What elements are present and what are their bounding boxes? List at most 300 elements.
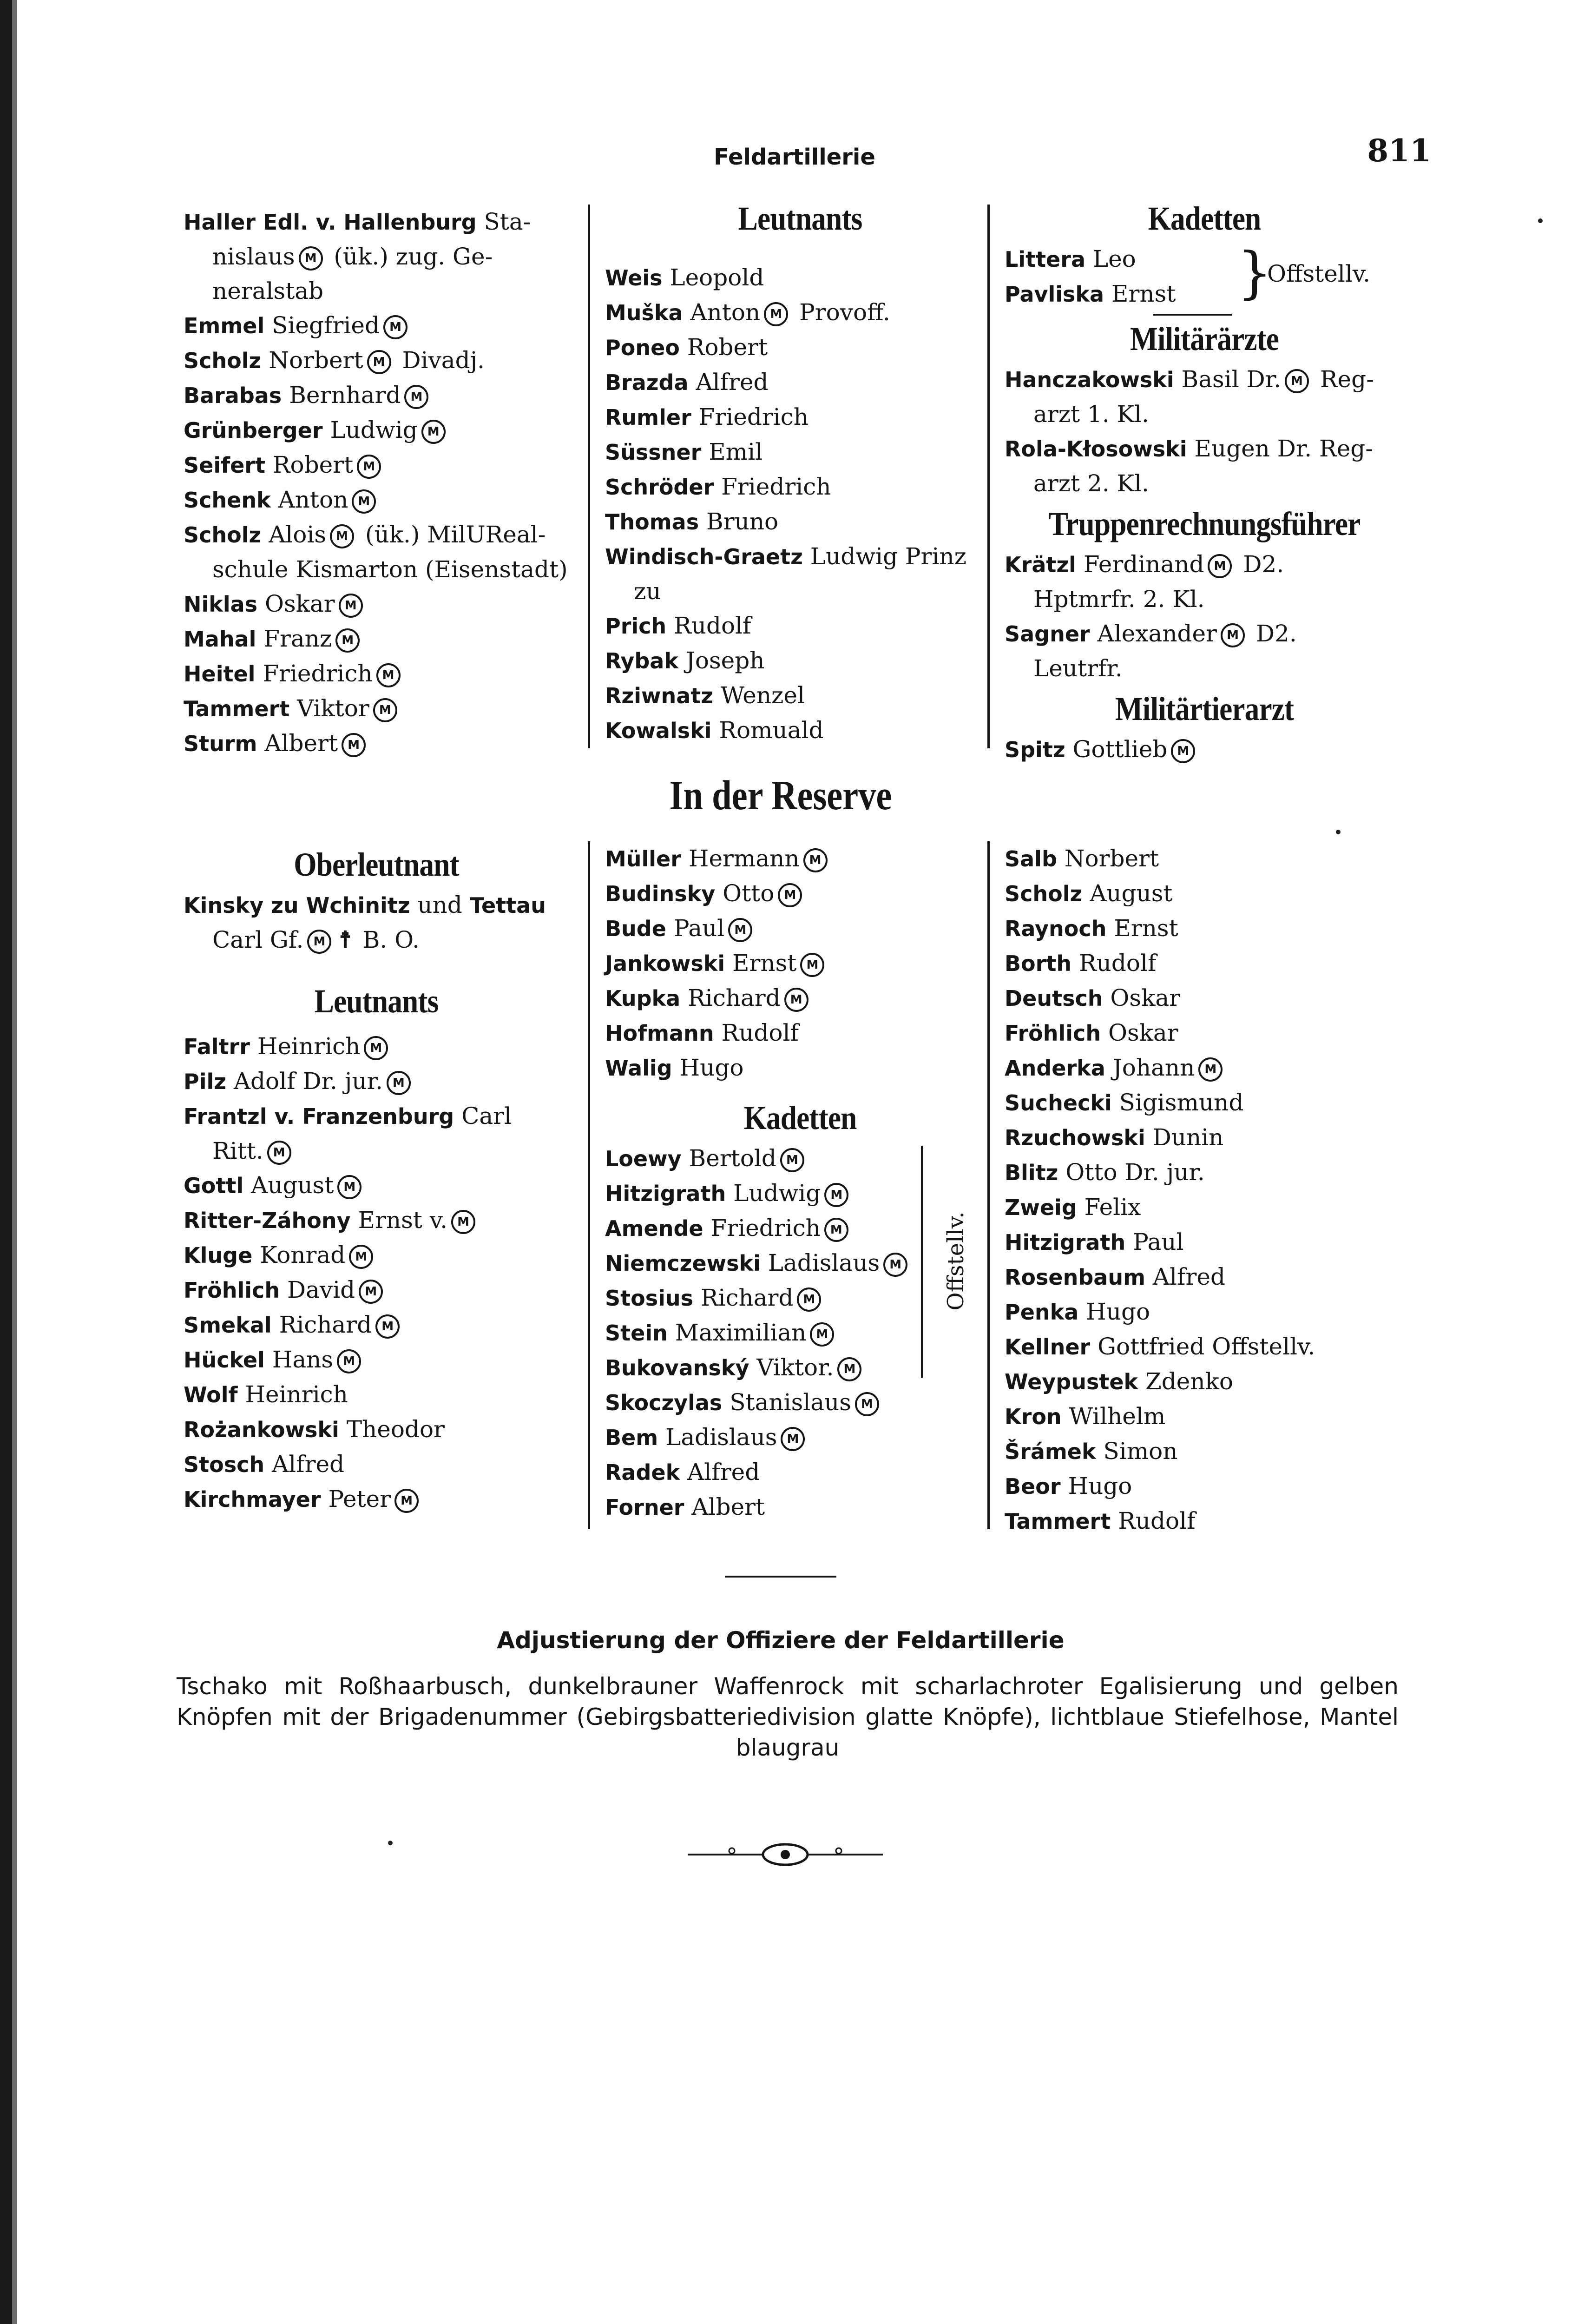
reserve-column-2 [588, 841, 995, 1529]
list-item [605, 330, 995, 365]
entry-text: Maximilian [675, 1319, 807, 1346]
entry-surname: Kirchmayer [184, 1487, 321, 1512]
entry-surname: Smekal [184, 1313, 272, 1338]
entry-surname: Barabas [184, 383, 282, 408]
entry-text: Sta- [484, 208, 531, 235]
entry-surname: Šrámek [1005, 1439, 1096, 1464]
list-item [184, 205, 569, 239]
list-item [605, 1420, 995, 1455]
list-item [1005, 1364, 1404, 1399]
list-item [605, 643, 995, 678]
entry-text: Emil [709, 438, 763, 465]
entry-text: (ük.) zug. Ge- [334, 243, 493, 270]
reserve-leutnants-cont-list [605, 841, 995, 1085]
list-item [1005, 1294, 1404, 1329]
entry-surname: Deutsch [1005, 986, 1103, 1011]
entry-text: Oskar [1110, 984, 1181, 1011]
entry-surname: Frantzl v. Franzenburg [184, 1104, 454, 1129]
entry-text: zu [634, 578, 661, 605]
entry-surname: Bem [605, 1425, 658, 1450]
entry-surname: Brazda [605, 370, 689, 395]
entry-surname: Loewy [605, 1146, 682, 1171]
entry-text: Hugo [1086, 1298, 1150, 1325]
reserve-title: In der Reserve [669, 772, 892, 819]
entry-text: August [251, 1172, 334, 1199]
entry-surname: Weypustek [1005, 1369, 1138, 1394]
entry-surname: Stein [605, 1320, 668, 1346]
entry-text: Ludwig [330, 416, 418, 443]
entry-text: Heinrich [245, 1381, 348, 1408]
entry-surname: Kellner [1005, 1334, 1091, 1360]
m-circle-icon: M [307, 930, 331, 954]
entry-text: Reg- [1320, 366, 1374, 393]
list-item [605, 504, 995, 539]
list-item [605, 435, 995, 469]
entry-text: Ernst [1111, 280, 1176, 307]
entry-surname: Amende [605, 1216, 703, 1241]
list-item [1005, 1469, 1404, 1504]
entry-text: Gottfried Offstellv. [1098, 1333, 1315, 1360]
list-item [184, 274, 569, 308]
m-circle-icon: M [373, 698, 397, 722]
m-circle-icon: M [339, 594, 363, 618]
entry-surname: Scholz [184, 522, 262, 548]
entry-text: Alfred [1152, 1263, 1226, 1290]
section-title-leutnants: Leutnants [738, 200, 862, 237]
entry-text: Stanislaus [730, 1389, 851, 1416]
brace-icon: } [1237, 241, 1273, 305]
entry-text: Viktor [297, 695, 369, 722]
list-item [605, 1141, 995, 1176]
entry-surname: Windisch-Graetz [605, 544, 803, 569]
entry-surname: Grünberger [184, 418, 323, 443]
entry-surname: Hückel [184, 1347, 265, 1373]
m-circle-icon: M [387, 1071, 411, 1095]
reserve-column-3 [987, 841, 1404, 1534]
entry-surname: Kinsky zu Wchinitz [184, 893, 410, 918]
m-circle-icon: M [1171, 739, 1195, 763]
list-item [1005, 466, 1404, 501]
entry-surname: Krätzl [1005, 552, 1076, 577]
m-circle-icon: M [837, 1357, 861, 1381]
m-circle-icon: M [421, 420, 446, 444]
m-circle-icon: M [335, 628, 360, 653]
entry-text: Bertold [689, 1145, 776, 1172]
entry-text: Provoff. [799, 299, 890, 326]
list-item [605, 678, 995, 713]
m-circle-icon: M [349, 1245, 373, 1269]
list-item [184, 308, 569, 343]
entry-text: Hugo [679, 1054, 744, 1081]
entry-text: Richard [688, 984, 781, 1011]
entry-text: Richard [700, 1284, 794, 1311]
reserve-leutnants-list [184, 1029, 569, 1517]
entry-surname: Sagner [1005, 621, 1090, 647]
entry-text: Wilhelm [1069, 1403, 1166, 1430]
entry-text: und [417, 891, 462, 918]
entry-text: Zdenko [1145, 1368, 1233, 1395]
list-item [184, 448, 569, 482]
list-item [1005, 431, 1404, 466]
entry-text: Theodor [346, 1416, 445, 1443]
entry-text: Anton [690, 299, 761, 326]
section-title-reserve-kadetten: Kadetten [743, 1099, 857, 1136]
section-title-militaertierarzt: Militärtierarzt [1115, 690, 1294, 727]
top-column-3 [987, 200, 1404, 763]
entry-text: Alois [269, 521, 327, 548]
entry-text: Dunin [1152, 1124, 1224, 1151]
entry-text: Eugen Dr. Reg- [1194, 435, 1374, 462]
entry-surname: Prich [605, 614, 667, 639]
entry-surname: Blitz [1005, 1160, 1058, 1185]
entry-text: neralstab [212, 277, 324, 304]
entry-text: Friedrich [710, 1215, 821, 1241]
list-item [184, 1377, 569, 1412]
entry-surname: Sturm [184, 731, 257, 756]
top-column-2 [588, 200, 995, 748]
list-item [605, 365, 995, 400]
entry-text: Rudolf [721, 1019, 799, 1046]
entry-surname: Stosius [605, 1286, 693, 1311]
m-circle-icon: M [267, 1141, 291, 1165]
entry-text: Basil Dr. [1181, 366, 1281, 393]
m-circle-icon: M [330, 524, 354, 548]
entry-surname: Weis [605, 265, 663, 290]
entry-surname: Hofmann [605, 1021, 714, 1046]
m-circle-icon: M [800, 953, 824, 977]
entry-text: B. O. [362, 926, 420, 953]
entry-surname: Pilz [184, 1069, 227, 1094]
entry-surname: Ritter-Záhony [184, 1208, 351, 1233]
list-item [605, 1281, 995, 1315]
list-item [605, 1176, 995, 1211]
m-circle-icon: M [764, 302, 788, 326]
entry-surname: Bukovanský [605, 1355, 749, 1380]
entry-text: Friedrich [698, 403, 809, 430]
entry-text: Wenzel [720, 682, 805, 709]
entry-text: Richard [279, 1311, 372, 1338]
entry-surname: Rożankowski [184, 1417, 339, 1442]
m-circle-icon: M [352, 489, 376, 514]
entry-text: nislaus [212, 243, 295, 270]
list-item [1005, 1504, 1404, 1538]
list-item [1005, 1155, 1404, 1190]
entry-text: Oskar [1108, 1019, 1178, 1046]
entry-surname: Tammert [1005, 1509, 1111, 1534]
list-item [184, 656, 569, 691]
entry-text: Peter [328, 1486, 391, 1512]
entry-text: Rudolf [1079, 950, 1157, 977]
entry-text: Rudolf [1118, 1507, 1196, 1534]
entry-surname: Schröder [605, 475, 714, 500]
list-item [184, 1203, 569, 1238]
entry-surname: Emmel [184, 313, 265, 338]
entry-text: Ludwig [733, 1180, 821, 1207]
m-circle-icon: M [824, 1183, 848, 1207]
list-item [1005, 547, 1404, 582]
list-item [1005, 1016, 1404, 1050]
m-circle-icon: M [728, 918, 752, 942]
entry-text: schule Kismarton (Eisenstadt) [212, 556, 568, 583]
m-circle-icon: M [1198, 1057, 1223, 1082]
list-item [184, 552, 569, 587]
bracket-line [921, 1146, 923, 1378]
entry-text: Alexander [1097, 620, 1217, 647]
entry-surname: Gottl [184, 1173, 244, 1198]
list-item [184, 1307, 569, 1342]
entry-surname: Littera [1005, 247, 1085, 272]
entry-text: Franz [263, 625, 332, 652]
m-circle-icon: M [359, 1280, 383, 1304]
list-item [1005, 1225, 1404, 1260]
entry-surname: Müller [605, 846, 681, 872]
entry-surname: Scholz [184, 348, 262, 373]
list-item [184, 1447, 569, 1482]
entry-surname: Niklas [184, 592, 258, 617]
entry-text: Leo [1092, 245, 1136, 272]
entry-text: Ferdinand [1083, 551, 1204, 578]
entry-text: Otto Dr. jur. [1065, 1159, 1205, 1186]
entry-text: D2. [1243, 551, 1284, 578]
oberleutnant-list [184, 888, 569, 957]
entry-text: Norbert [1064, 845, 1159, 872]
list-item [605, 1016, 995, 1050]
adjustierung-title: Adjustierung der Offiziere der Feldartillerie [497, 1627, 1065, 1654]
truppen-list [1005, 547, 1404, 686]
entry-surname: Kluge [184, 1243, 253, 1268]
speck [1538, 218, 1543, 223]
m-circle-icon: M [357, 455, 381, 479]
kadetten-group [1005, 242, 1404, 311]
entry-surname: Tettau [469, 893, 546, 918]
entry-text: Adolf Dr. jur. [233, 1068, 383, 1095]
entry-text: Hptmrfr. 2. Kl. [1033, 586, 1205, 613]
entry-text: Albert [691, 1493, 765, 1520]
list-item [184, 239, 569, 274]
list-item [184, 1342, 569, 1377]
entry-text: Ladislaus [768, 1249, 880, 1276]
list-item [605, 1350, 995, 1385]
list-item [605, 574, 995, 608]
entry-surname: Kron [1005, 1404, 1062, 1429]
list-item [605, 608, 995, 643]
list-item [605, 1211, 995, 1246]
list-item [184, 621, 569, 656]
list-item [1005, 981, 1404, 1016]
entry-text: Simon [1103, 1438, 1178, 1465]
entry-text: (ük.) MilUReal- [365, 521, 546, 548]
m-circle-icon: M [342, 733, 366, 757]
list-item [1005, 1434, 1404, 1469]
m-circle-icon: M [451, 1210, 475, 1234]
entry-surname: Poneo [605, 335, 680, 360]
kadetten-offstellv: Offstellv. [1267, 260, 1371, 287]
list-item [605, 1490, 995, 1525]
entry-surname: Faltrr [184, 1034, 250, 1059]
list-item [1005, 1085, 1404, 1120]
list-item [184, 923, 569, 957]
entry-surname: Skoczylas [605, 1390, 723, 1415]
m-circle-icon: M [855, 1392, 879, 1416]
m-circle-icon: M [781, 1427, 805, 1451]
list-item [184, 1168, 569, 1203]
entry-text: Ludwig Prinz [810, 543, 966, 570]
section-title-truppenrechnungsfuehrer: Truppenrechnungsführer [1048, 505, 1361, 542]
entry-text: Viktor. [756, 1354, 834, 1381]
list-item [184, 1238, 569, 1273]
entry-text: Alfred [696, 369, 769, 396]
entry-surname: Hitzigrath [1005, 1230, 1126, 1255]
entry-text: Oskar [264, 590, 335, 617]
entry-surname: Forner [605, 1495, 684, 1520]
list-item [605, 841, 995, 876]
entry-text: Hans [272, 1346, 334, 1373]
list-item [184, 343, 569, 378]
entry-text: Sigismund [1119, 1089, 1244, 1116]
list-item [184, 691, 569, 726]
entry-text: Anton [278, 486, 348, 513]
section-title-militaeraerzte: Militärärzte [1130, 320, 1279, 357]
entry-text: Otto [723, 880, 775, 907]
list-item [1005, 651, 1404, 686]
list-item [1005, 1399, 1404, 1434]
entry-surname: Jankowski [605, 951, 725, 976]
m-circle-icon: M [376, 663, 401, 687]
section-title-kadetten: Kadetten [1148, 200, 1261, 237]
entry-surname: Schenk [184, 488, 271, 513]
bracket-offstellv: Offstellv. [943, 1211, 969, 1311]
entry-text: Robert [272, 451, 354, 478]
entry-surname: Rumler [605, 405, 691, 430]
reserve-kadetten-group [605, 1141, 995, 1525]
cross-icon: ☨ [339, 926, 352, 953]
list-item [605, 400, 995, 435]
entry-surname: Pavliska [1005, 282, 1104, 307]
entry-surname: Rola-Kłosowski [1005, 436, 1187, 462]
list-item [605, 876, 995, 911]
m-circle-icon: M [394, 1489, 419, 1513]
m-circle-icon: M [778, 883, 802, 907]
entry-surname: Kowalski [605, 718, 712, 743]
m-circle-icon: M [367, 350, 391, 374]
entry-text: Leutrfr. [1033, 655, 1123, 682]
page [139, 93, 1431, 2278]
m-circle-icon: M [780, 1148, 804, 1172]
list-item [1005, 582, 1404, 616]
entry-surname: Niemczewski [605, 1251, 761, 1276]
entry-surname: Budinsky [605, 881, 716, 906]
entry-text: Joseph [685, 647, 765, 674]
list-item [184, 888, 569, 923]
entry-surname: Suchecki [1005, 1090, 1112, 1116]
entry-text: Felix [1084, 1194, 1141, 1221]
list-item [184, 726, 569, 761]
entry-text: Johann [1112, 1054, 1195, 1081]
m-circle-icon: M [810, 1322, 834, 1347]
entry-text: Ernst [732, 950, 797, 977]
list-item [1005, 362, 1404, 397]
entry-text: Friedrich [721, 473, 831, 500]
entry-text: Siegfried [272, 312, 380, 339]
list-item [605, 260, 995, 295]
list-item [1005, 1050, 1404, 1085]
section-title-reserve-leutnants: Leutnants [314, 983, 439, 1020]
entry-text: Albert [264, 730, 338, 757]
m-circle-icon: M [784, 988, 809, 1012]
list-item [1005, 1329, 1404, 1364]
entry-surname: Rzuchowski [1005, 1125, 1145, 1150]
entry-surname: Rosenbaum [1005, 1265, 1145, 1290]
entry-surname: Scholz [1005, 881, 1083, 906]
m-circle-icon: M [824, 1218, 848, 1242]
list-item [184, 378, 569, 413]
m-circle-icon: M [803, 848, 828, 872]
list-item [184, 1064, 569, 1099]
entry-surname: Rybak [605, 648, 678, 673]
list-item [605, 539, 995, 574]
speck [1336, 830, 1341, 834]
list-item [184, 1273, 569, 1307]
reserve-kadetten-list [605, 1141, 995, 1525]
list-item [605, 713, 995, 748]
adjustierung-body: Tschako mit Roßhaarbusch, dunkelbrauner Waffenrock mit scharlachroter Egalisierung und gelben Knöpfen mit der Brigadenummer (Gebirgsbatteriedivision glatte Knöpfe), lichtblaue Stiefelhose, Mantel blaugrau [177, 1673, 1399, 1761]
list-item [1005, 841, 1404, 876]
entry-text: arzt 2. Kl. [1033, 470, 1149, 497]
speck [388, 1841, 393, 1845]
entry-surname: Heitel [184, 661, 256, 687]
entry-surname: Borth [1005, 951, 1072, 976]
list-item [1005, 1120, 1404, 1155]
list-item [1005, 1260, 1404, 1294]
list-item [605, 946, 995, 981]
m-circle-icon: M [364, 1036, 388, 1060]
entry-text: Romuald [719, 717, 824, 744]
list-item [184, 482, 569, 517]
leutnants-list [605, 260, 995, 748]
list-item [184, 587, 569, 621]
entry-surname: Tammert [184, 696, 290, 721]
entry-text: Hugo [1068, 1472, 1132, 1499]
entry-surname: Radek [605, 1460, 680, 1485]
entry-text: arzt 1. Kl. [1033, 401, 1149, 428]
entry-text: August [1090, 880, 1173, 907]
list-item [1005, 732, 1404, 767]
entry-surname: Anderka [1005, 1056, 1105, 1081]
top-column-1 [184, 205, 569, 761]
entry-text: Leopold [670, 264, 764, 291]
entry-text: Paul [673, 915, 725, 942]
entry-surname: Stosch [184, 1452, 265, 1477]
entry-text: Rudolf [674, 612, 751, 639]
entry-text: Paul [1133, 1228, 1184, 1255]
m-circle-icon: M [1221, 623, 1245, 647]
entry-surname: Hanczakowski [1005, 367, 1174, 392]
entry-surname: Mahal [184, 627, 256, 652]
m-circle-icon: M [1285, 369, 1309, 393]
aerzte-list [1005, 362, 1404, 501]
list-item [184, 413, 569, 448]
ornament-divider-icon [688, 1841, 883, 1868]
entry-text: Heinrich [257, 1033, 361, 1060]
entry-text: Friedrich [263, 660, 373, 687]
entry-surname: Haller Edl. v. Hallenburg [184, 210, 477, 235]
list-item [605, 1050, 995, 1085]
list-item [1005, 911, 1404, 946]
entry-text: Hermann [688, 845, 800, 872]
m-circle-icon: M [404, 385, 428, 409]
entry-text: Bruno [706, 508, 779, 535]
m-circle-icon: M [1208, 554, 1232, 578]
